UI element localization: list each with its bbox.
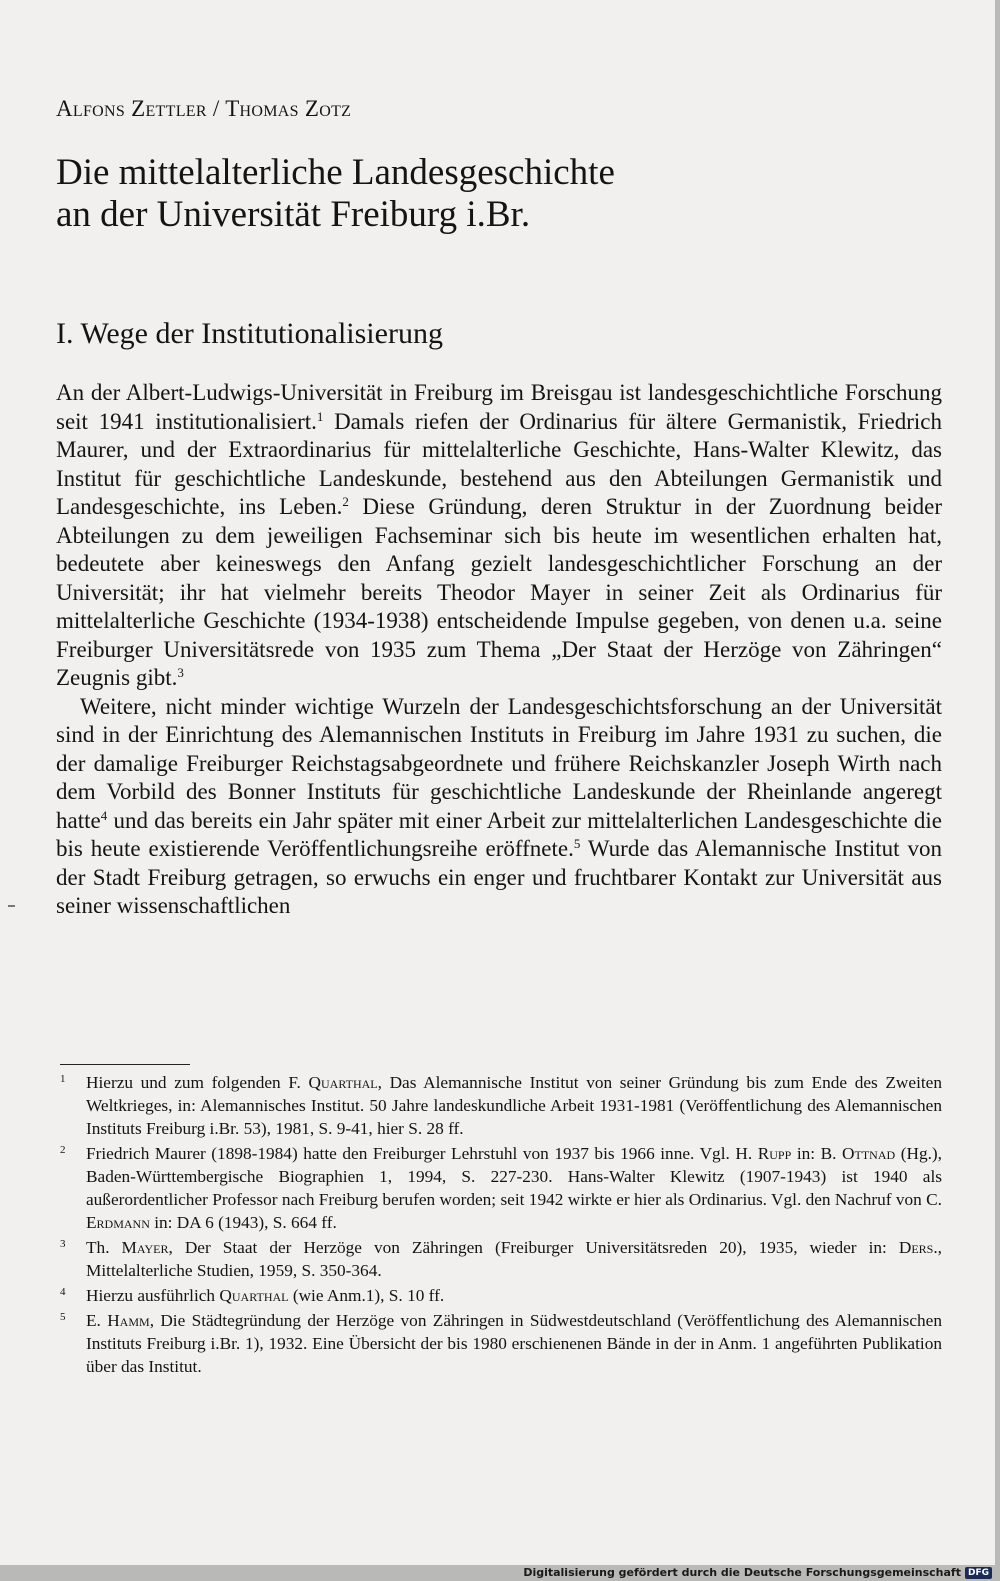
paragraph-text: Damals riefen der Ordinarius für ältere Germanistik, Friedrich Maurer, und der Extraordinarius für mittelalterliche Geschichte, Hans-Walter Klewitz, das Institut für geschichtliche Landeskunde, bestehend aus den Abteilungen Germanistik und Landesgeschichte, ins Leben.	[56, 408, 942, 519]
footnote-marker[interactable]: 1	[316, 408, 324, 424]
footnote-text: , Die Städtegründung der Herzöge von Zähringen in Südwestdeutschland (Veröffentlichung des Alemannischen Instituts Freiburg i.Br. 1), 1932. Eine Übersicht der bis 1980 erschienenen Bände in der in Anm. 1 angeführten Publikation über das Institut.	[86, 1311, 942, 1376]
footnote-text: in: B.	[791, 1144, 843, 1163]
paragraph-text: Diese Gründung, deren Struktur in der Zuordnung beider Abteilungen zu dem jeweiligen Fachseminar sich bis heute im wesentlichen erhalten hat, bedeutete aber keineswegs den Anfang gezielt landesgeschichtlicher Forschung an der Universität; ihr hat vielmehr bereits Theodor Mayer in seiner Zeit als Ordinarius für mittelalterliche Geschichte (1934-1938) entscheidende Impulse gegeben, von denen u.a. seine Freiburger Universitätsrede von 1935 zum Thema „Der Staat der Herzöge von Zähringen“ Zeugnis gibt.	[56, 494, 942, 690]
footnote-text: Hierzu und zum folgenden F.	[86, 1073, 309, 1092]
footnote-4	[56, 1284, 942, 1307]
footnote-number: 4	[60, 1286, 66, 1298]
footnote-author: Quarthal	[219, 1286, 289, 1305]
footnote-author: Mayer	[121, 1238, 169, 1257]
paragraph-text: An der Albert-Ludwigs-Universität in Freiburg im Breisgau ist landesgeschichtliche Forschung seit 1941 institutionalisiert.	[56, 380, 942, 434]
author-line: Alfons Zettler / Thomas Zotz	[56, 96, 352, 121]
footnote-author: Ottnad	[842, 1144, 896, 1163]
title-line-2: an der Universität Freiburg i.Br.	[56, 194, 531, 235]
footnote-text: Hierzu ausführlich	[86, 1286, 220, 1305]
footnote-author: Hamm	[107, 1311, 150, 1330]
footnote-number: 2	[60, 1144, 66, 1156]
margin-mark	[8, 905, 15, 907]
paragraph-text: Wurde das Alemannische Institut von der Stadt Freiburg getragen, so erwuchs ein enger und fruchtbarer Kontakt zur Universität aus seiner wissenschaftlichen	[56, 836, 942, 918]
dfg-logo-icon: DFG	[965, 1567, 992, 1579]
credit-text: Digitalisierung gefördert durch die Deutsche Forschungsgemeinschaft	[523, 1566, 961, 1579]
footnote-1	[56, 1071, 942, 1140]
footnotes	[56, 1071, 942, 1380]
footnote-text: , Das Alemannische Institut von seiner Gründung bis zum Ende des Zweiten Weltkrieges, in: Alemannisches Institut. 50 Jahre landeskundliche Arbeit 1931-1981 (Veröffentlichung des Alemannischen Instituts Freiburg i.Br. 53), 1981, S. 9-41, hier S. 28 ff.	[86, 1073, 942, 1138]
footnote-number: 5	[60, 1311, 66, 1323]
footnote-marker[interactable]: 5	[573, 836, 581, 851]
footnote-text: Th.	[86, 1238, 122, 1257]
paragraph-text: Weitere, nicht minder wichtige Wurzeln der Landesgeschichtsforschung an der Universität sind in der Einrichtung des Alemannischen Instituts in Freiburg im Jahre 1931 zu suchen, die der damalige Freiburger Reichstagsabgeordnete und frühere Reichskanzler Joseph Wirth nach dem Vorbild des Bonner Instituts für geschichtliche Landeskunde der Rheinlande angeregt hatte	[56, 693, 942, 833]
footnote-divider	[60, 1064, 190, 1065]
footnote-author: Quarthal	[308, 1073, 378, 1092]
footnote-text: Friedrich Maurer (1898-1984) hatte den Freiburger Lehrstuhl von 1937 bis 1966 inne. Vgl. H.	[86, 1144, 758, 1163]
footnote-text: (Hg.), Baden-Württembergische Biographien 1, 1994, S. 227-230. Hans-Walter Klewitz (1907-1943) ist 1940 als außerordentlicher Professor nach Freiburg berufen worden; seit 1942 wirkte er hier als Ordinarius. Vgl. den Nachruf von C.	[86, 1144, 942, 1209]
footnote-3	[56, 1236, 942, 1282]
footnote-number: 3	[60, 1238, 66, 1250]
footnote-marker[interactable]: 2	[342, 494, 349, 509]
footnote-text: , Der Staat der Herzöge von Zähringen (Freiburger Universitätsreden 20), 1935, wieder in:	[168, 1238, 899, 1257]
footnote-marker[interactable]: 4	[100, 807, 108, 823]
footnote-author: Erdmann	[86, 1213, 150, 1232]
footnote-5	[56, 1309, 942, 1378]
article-title	[56, 152, 936, 236]
footnote-text: , Mittelalterliche Studien, 1959, S. 350-364.	[86, 1238, 942, 1280]
footnote-text: (wie Anm.1), S. 10 ff.	[288, 1286, 445, 1305]
section-heading: I. Wege der Institutionalisierung	[56, 317, 443, 350]
footnote-number: 1	[60, 1073, 66, 1085]
footnote-text: in: DA 6 (1943), S. 664 ff.	[149, 1213, 337, 1232]
footnote-author: Ders.	[898, 1238, 938, 1257]
paragraph-2	[56, 693, 942, 921]
footnote-author: Rupp	[757, 1144, 792, 1163]
title-line-1: Die mittelalterliche Landesgeschichte	[56, 152, 615, 193]
digitization-credit	[523, 1566, 992, 1579]
footnote-2	[56, 1142, 942, 1234]
footnote-text: E.	[86, 1311, 108, 1330]
paragraph-1	[56, 379, 942, 693]
body-text	[56, 379, 942, 921]
footnote-marker[interactable]: 3	[177, 665, 184, 680]
paragraph-text: und das bereits ein Jahr später mit einer Arbeit zur mittelalterlichen Landesgeschichte die bis heute existierende Veröffentlichungsreihe eröffnete.	[56, 807, 942, 861]
